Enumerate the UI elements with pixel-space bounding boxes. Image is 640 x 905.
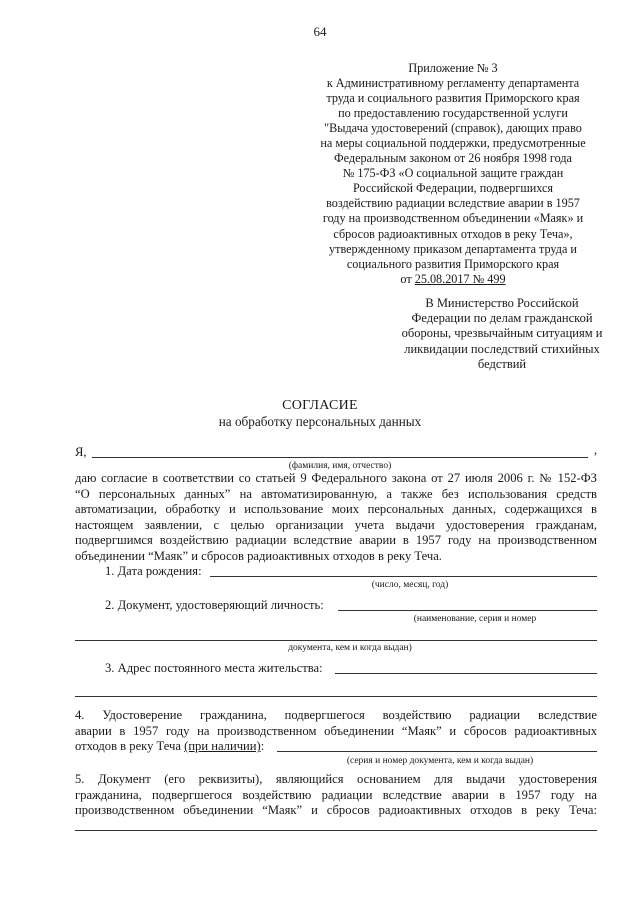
appendix-line: социального развития Приморского края (346, 256, 560, 271)
birth-date-caption: (число, месяц, год) (371, 580, 449, 590)
birth-date-label: 1. Дата рождения: (105, 564, 202, 578)
appendix-header (292, 61, 614, 287)
appendix-line: Российской Федерации, подвергшихся (352, 181, 554, 196)
address-label: 3. Адрес постоянного места жительства: (105, 661, 323, 675)
certificate-if-available: (при наличии) (184, 739, 261, 754)
identity-doc-label: 2. Документ, удостоверяющий личность: (105, 598, 324, 612)
appendix-line: Федеральным законом от 26 ноября 1998 года (334, 151, 572, 166)
appendix-line: к Административному регламенту департамента (326, 76, 580, 91)
consent-line: подвергшимся воздействию радиации вследствие аварии в 1957 году на производственном (75, 533, 597, 548)
applicant-prefix: Я, (75, 445, 87, 459)
applicant-suffix: , (594, 443, 598, 457)
order-reference (292, 272, 614, 287)
address-field[interactable] (335, 673, 597, 674)
order-prefix: от (400, 271, 415, 286)
addressee-line: Федерации по делам гражданской (411, 311, 593, 326)
basis-doc-field[interactable] (75, 830, 597, 831)
document-title: СОГЛАСИЕ (282, 398, 358, 413)
order-date: 25.08.2017 (414, 271, 470, 286)
applicant-name-field[interactable] (92, 457, 588, 458)
certificate-last-suffix: : (260, 739, 265, 754)
appendix-line: труда и социального развития Приморского края (326, 91, 580, 106)
addressee-line: обороны, чрезвычайным ситуациям и (401, 326, 603, 341)
consent-line: “О персональных данных” на автоматизированную, а также без использования средств (75, 486, 597, 501)
addressee-block (384, 296, 620, 372)
basis-doc-line: гражданина, подвергшегося воздействию радиации вследствие аварии в 1957 году на (75, 787, 597, 802)
appendix-line: воздействию радиации вследствие аварии в 1957 (326, 196, 580, 211)
consent-line: настоящем заявлении, с целью организации учета выдачи удостоверения гражданам, (75, 517, 597, 532)
appendix-line: по предоставлению государственной услуги (338, 106, 568, 121)
certificate-line: аварии в 1957 году на производственном объединении “Маяк” и сбросов радиоактивных (75, 723, 597, 738)
appendix-line: сбросов радиоактивных отходов в реку Теча», (333, 226, 573, 241)
appendix-line: на меры социальной поддержки, предусмотренные (320, 136, 586, 151)
document-subtitle: на обработку персональных данных (218, 414, 422, 429)
consent-paragraph (75, 471, 597, 565)
address-field-2[interactable] (75, 696, 597, 697)
consent-line: объединении “Маяк” и сбросов радиоактивных отходов в реку Теча. (75, 548, 442, 563)
addressee-line: бедствий (477, 356, 527, 371)
certificate-line: 4. Удостоверение гражданина, подвергшегося воздействию радиации вследствие (75, 708, 597, 722)
certificate-caption: (серия и номер документа, кем и когда выдан) (346, 756, 534, 766)
identity-doc-caption-1: (наименование, серия и номер (413, 614, 537, 624)
basis-doc-paragraph (75, 772, 597, 819)
identity-doc-field[interactable] (338, 610, 597, 611)
page-number: 64 (313, 24, 327, 39)
appendix-line: году на производственном объединении «Маяк» и (322, 211, 584, 226)
basis-doc-line: 5. Документ (его реквизиты), являющийся основанием для выдачи удостоверения (75, 772, 597, 786)
certificate-field[interactable] (277, 751, 597, 752)
applicant-caption: (фамилия, имя, отчество) (288, 461, 392, 471)
appendix-line: № 175-ФЗ «О социальной защите граждан (342, 166, 564, 181)
identity-doc-field-2[interactable] (75, 640, 597, 641)
order-number: 499 (487, 271, 506, 286)
appendix-line: утвержденному приказом департамента труда и (329, 241, 577, 256)
addressee-line: ликвидации последствий стихийных (404, 341, 600, 356)
appendix-line: Приложение № 3 (408, 61, 498, 75)
basis-doc-line: производственном объединении “Маяк” и сбросов радиоактивных отходов в реку Теча: (75, 803, 597, 818)
addressee-line: В Министерство Российской (425, 296, 579, 310)
certificate-last-line (75, 739, 597, 755)
appendix-line: "Выдача удостоверений (справок), дающих право (324, 121, 582, 136)
consent-line: даю согласие в соответствии со статьей 9 Федерального закона от 27 июля 2006 г. № 152-ФЗ (75, 471, 597, 485)
identity-doc-caption-2: документа, кем и когда выдан) (288, 643, 412, 653)
consent-line: автоматизации, обработку и использование моих персональных данных, содержащихся в (75, 502, 597, 517)
birth-date-field[interactable] (210, 576, 597, 577)
certificate-last-prefix: отходов в реку Теча (75, 739, 185, 754)
certificate-paragraph (75, 708, 597, 755)
order-number-sign: № (469, 271, 488, 286)
